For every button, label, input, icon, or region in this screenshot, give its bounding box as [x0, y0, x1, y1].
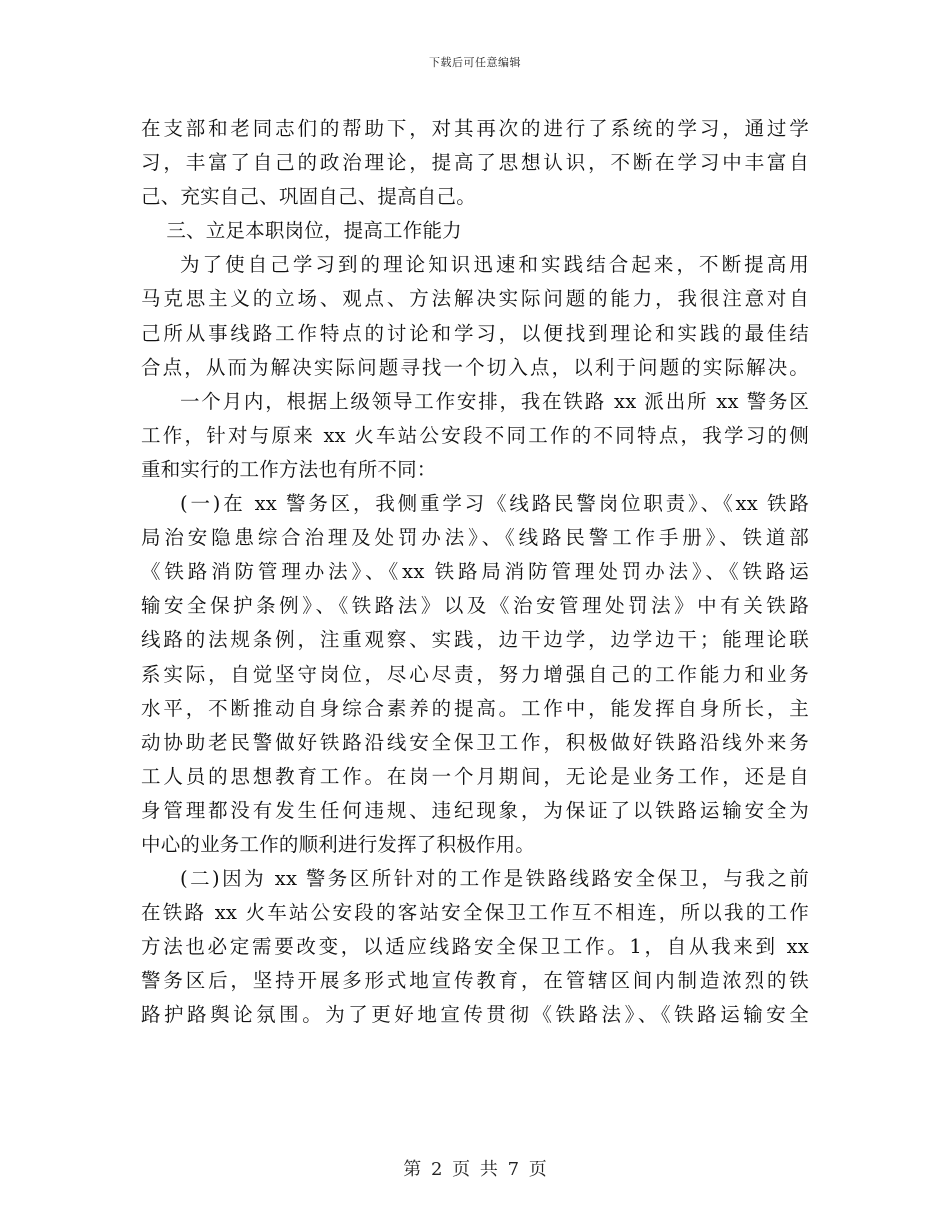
text-line: 一个月内，根据上级领导工作安排，我在铁路 xx 派出所 xx 警务区	[180, 389, 809, 413]
text-line: 马克思主义的立场、观点、方法解决实际问题的能力，我很注意对自	[141, 287, 809, 311]
text-line: 重和实行的工作方法也有所不同：	[141, 457, 437, 481]
text-line: 水平，不断推动自身综合素养的提高。工作中，能发挥自身所长，主	[141, 696, 809, 720]
text-line: (二)因为 xx 警务区所针对的工作是铁路线路安全保卫，与我之前	[180, 867, 809, 891]
text-line: 路护路舆论氛围。为了更好地宣传贯彻《铁路法》、《铁路运输安全	[141, 1003, 809, 1027]
text-line: 身管理都没有发生任何违规、违纪现象，为保证了以铁路运输安全为	[141, 798, 809, 822]
text-line: 动协助老民警做好铁路沿线安全保卫工作，积极做好铁路沿线外来务	[141, 730, 809, 754]
header-note: 下载后可任意编辑	[429, 56, 521, 69]
text-line: 中心的业务工作的顺利进行发挥了积极作用。	[141, 832, 536, 856]
page-footer: 第 2 页 共 7 页	[403, 1159, 547, 1180]
text-line: 习，丰富了自己的政治理论，提高了思想认识，不断在学习中丰富自	[141, 151, 809, 175]
text-line: 方法也必定需要改变，以适应线路安全保卫工作。1，自从我来到 xx	[141, 935, 809, 959]
text-line: 《铁路消防管理办法》、《xx 铁路局消防管理处罚办法》、《铁路运	[141, 560, 809, 584]
text-line: (一)在 xx 警务区，我侧重学习《线路民警岗位职责》、《xx 铁路	[180, 492, 809, 516]
text-line: 己所从事线路工作特点的讨论和学习，以便找到理论和实践的最佳结	[141, 321, 809, 345]
text-line: 在铁路 xx 火车站公安段的客站安全保卫工作互不相连，所以我的工作	[141, 901, 809, 925]
text-line: 为了使自己学习到的理论知识迅速和实践结合起来，不断提高用	[180, 253, 809, 277]
text-line: 己、充实自己、巩固自己、提高自己。	[141, 185, 476, 209]
body-text	[141, 112, 809, 1033]
text-line: 工人员的思想教育工作。在岗一个月期间，无论是业务工作，还是自	[141, 764, 809, 788]
text-line: 警务区后，坚持开展多形式地宣传教育，在管辖区间内制造浓烈的铁	[141, 969, 809, 993]
text-line: 局治安隐患综合治理及处罚办法》、《线路民警工作手册》、铁道部	[141, 526, 809, 550]
text-line: 合点，从而为解决实际问题寻找一个切入点，以利于问题的实际解决。	[141, 355, 809, 379]
text-line: 在支部和老同志们的帮助下，对其再次的进行了系统的学习，通过学	[141, 117, 809, 140]
text-line: 输安全保护条例》、《铁路法》以及《治安管理处罚法》中有关铁路	[141, 594, 809, 618]
text-line: 工作，针对与原来 xx 火车站公安段不同工作的不同特点，我学习的侧	[141, 423, 809, 447]
text-line: 线路的法规条例，注重观察、实践，边干边学，边学边干；能理论联	[141, 628, 809, 652]
text-line: 系实际，自觉坚守岗位，尽心尽责，努力增强自己的工作能力和业务	[141, 662, 809, 686]
text-line: 三、立足本职岗位，提高工作能力	[166, 219, 462, 243]
